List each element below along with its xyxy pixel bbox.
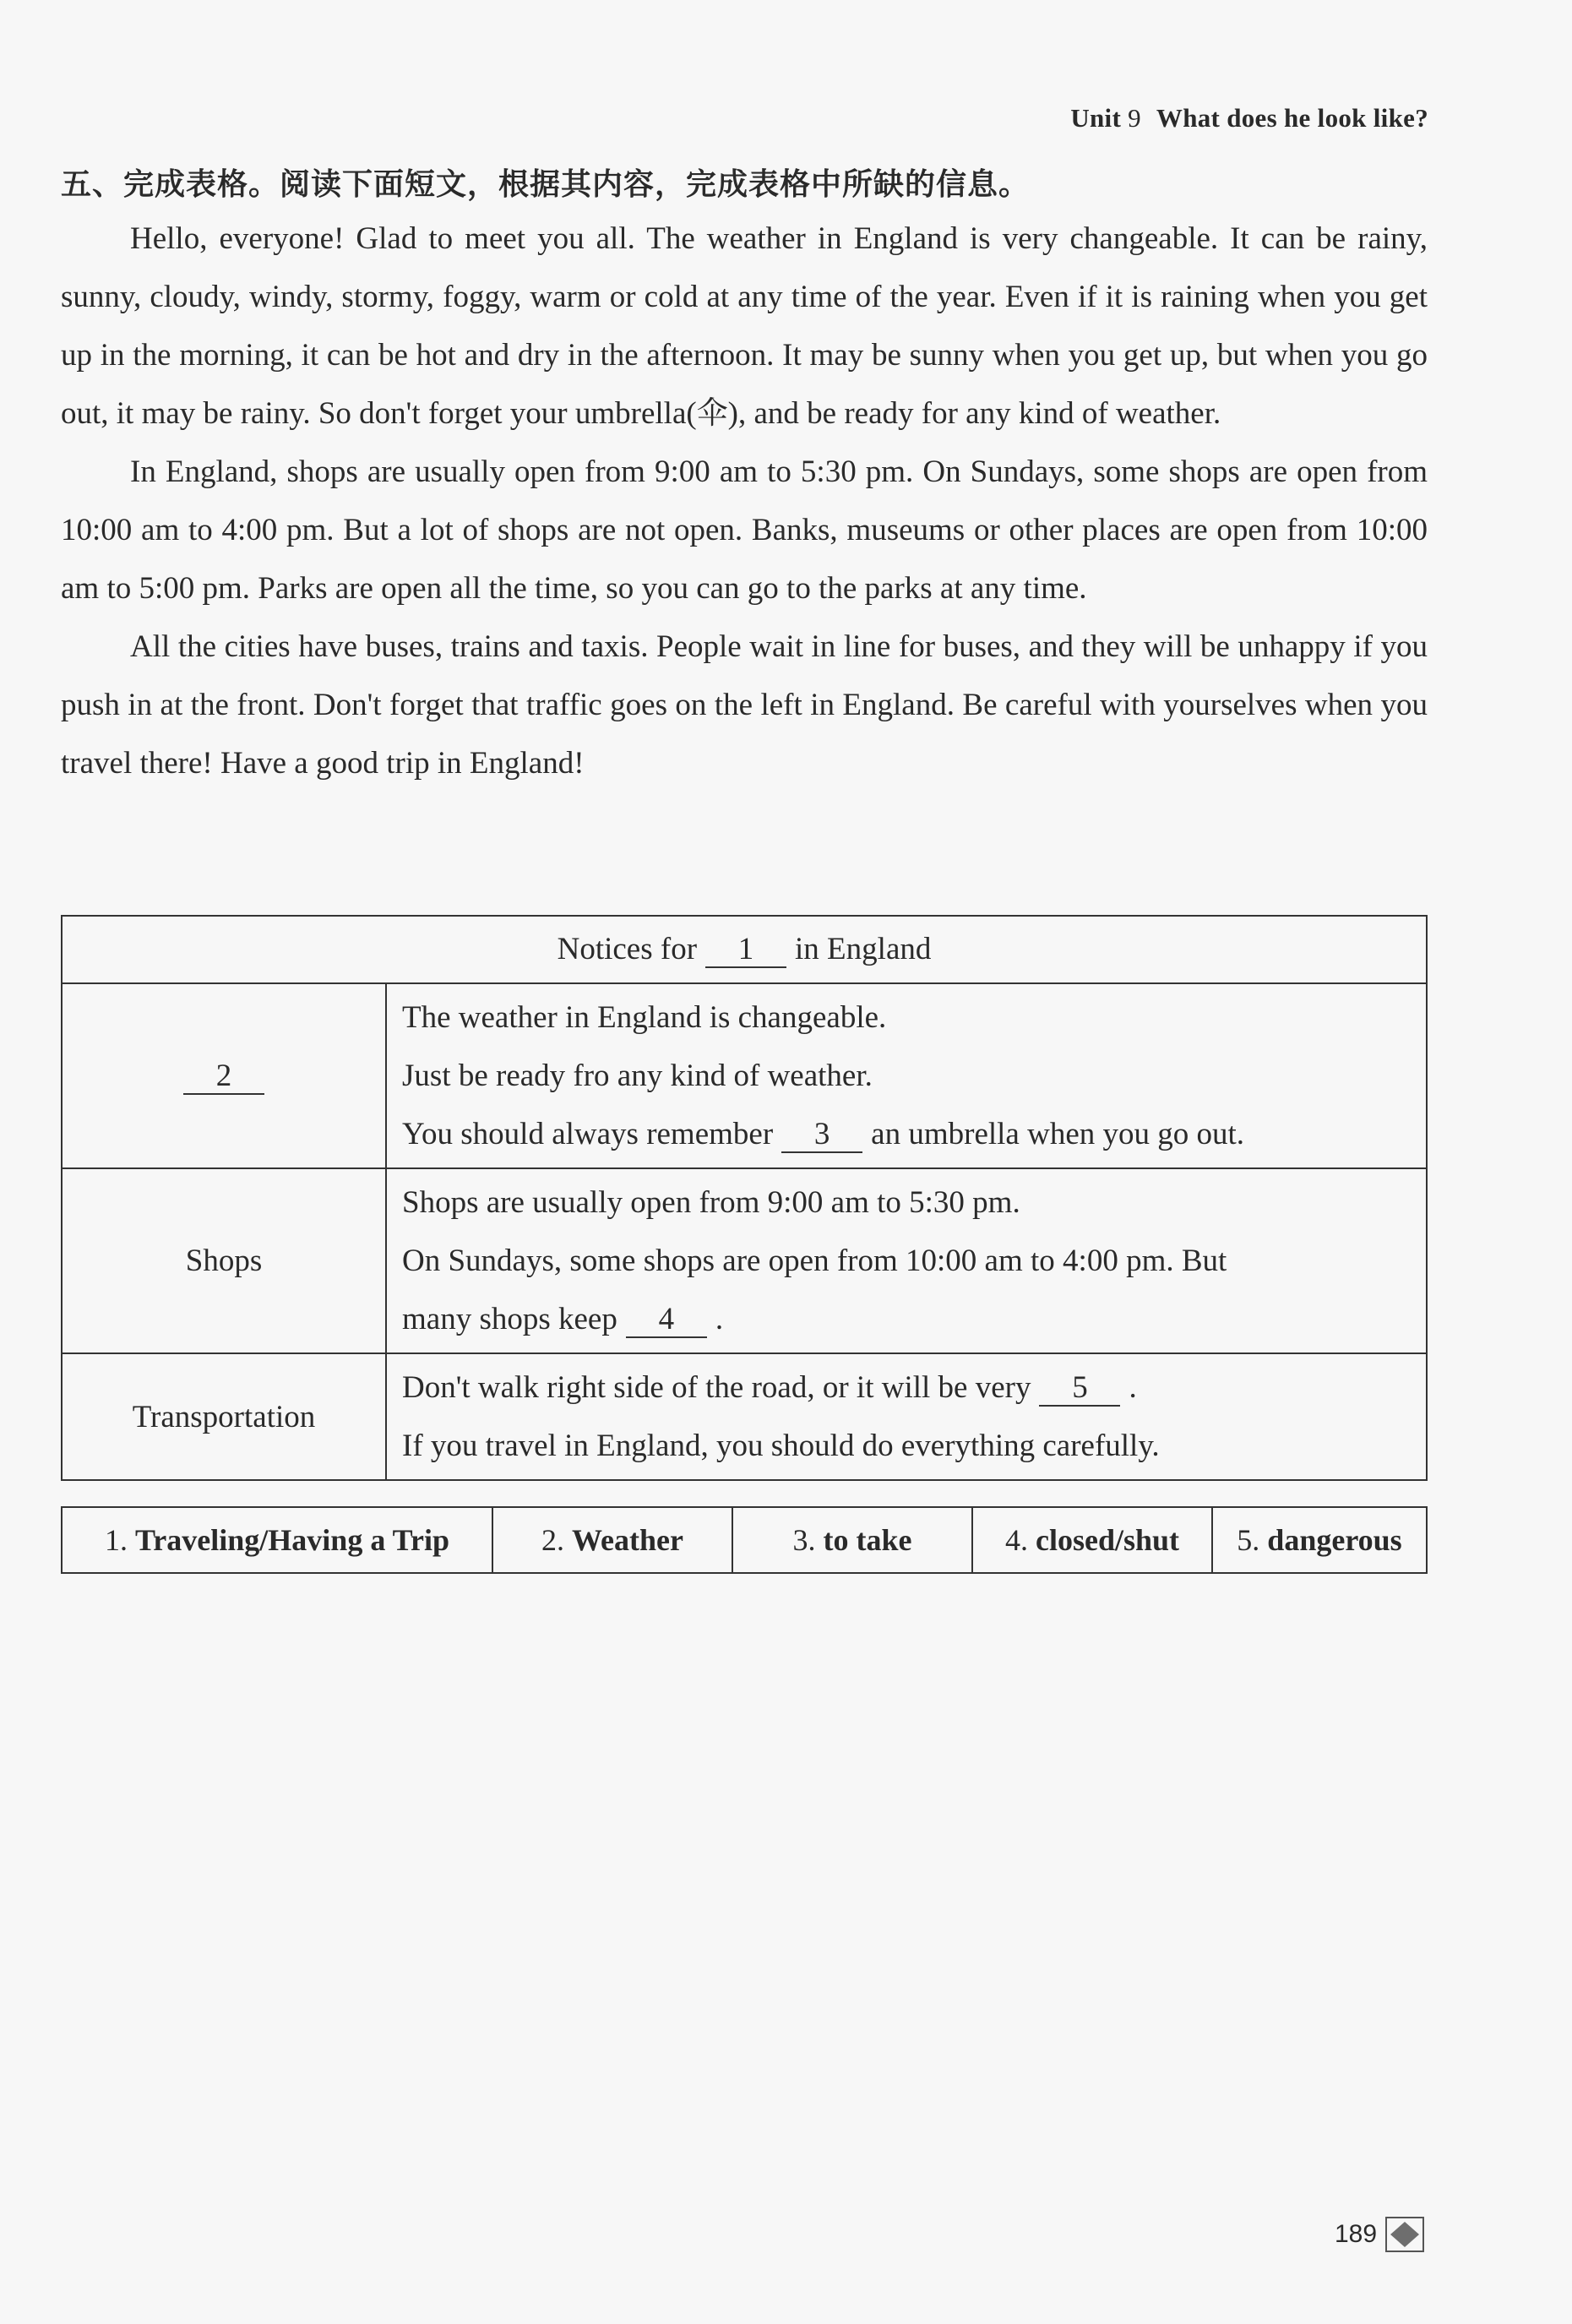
- transport-line-2: If you travel in England, you should do everything carefully.: [402, 1429, 1160, 1463]
- diamond-icon: [1385, 2217, 1424, 2252]
- row-content-shops: [386, 1168, 1427, 1353]
- unit-title: What does he look like?: [1156, 103, 1428, 133]
- blank-4: 4: [626, 1303, 707, 1338]
- header-text-before: Notices for: [557, 932, 698, 966]
- passage-paragraph-3: All the cities have buses, trains and taxis. People wait in line for buses, and they will be unhappy if you push in at the front. Don't forget that traffic goes on the left in England. Be careful with yourselves when you travel there! Have a good trip in England!: [61, 629, 1428, 781]
- shops-line-3-after: .: [715, 1302, 724, 1336]
- weather-line-3-after: an umbrella when you go out.: [871, 1117, 1245, 1151]
- blank-1: 1: [705, 933, 786, 968]
- reading-passage: [61, 210, 1428, 792]
- answer-1-number: 1.: [104, 1523, 128, 1557]
- weather-line-3: [402, 1105, 1411, 1163]
- answer-5-number: 5.: [1237, 1523, 1260, 1557]
- answer-key-table: [61, 1506, 1428, 1574]
- row-label-weather: [62, 983, 386, 1168]
- weather-line-1: The weather in England is changeable.: [402, 1000, 887, 1035]
- weather-line-2: Just be ready fro any kind of weather.: [402, 1059, 873, 1093]
- answer-3: [732, 1507, 972, 1573]
- answer-5-text: dangerous: [1267, 1523, 1402, 1557]
- blank-5: 5: [1039, 1371, 1120, 1407]
- answer-1: [62, 1507, 492, 1573]
- shops-line-2: On Sundays, some shops are open from 10:00 am to 4:00 pm. But: [402, 1244, 1227, 1278]
- answer-5: [1212, 1507, 1427, 1573]
- blank-2: 2: [183, 1059, 264, 1095]
- notice-table: [61, 915, 1428, 1481]
- answer-1-text: Traveling/Having a Trip: [134, 1523, 450, 1557]
- blank-3: 3: [781, 1118, 862, 1153]
- shops-line-1: Shops are usually open from 9:00 am to 5:30 pm.: [402, 1185, 1020, 1220]
- unit-label: Unit: [1070, 103, 1122, 133]
- page-number: 189: [1335, 2220, 1378, 2248]
- notice-row-shops: [62, 1168, 1427, 1353]
- row-content-weather: [386, 983, 1427, 1168]
- transport-line-1-before: Don't walk right side of the road, or it will be very: [402, 1370, 1031, 1405]
- running-header: [1070, 103, 1428, 133]
- unit-number: 9: [1128, 103, 1141, 133]
- section-title: 五、完成表格。阅读下面短文，根据其内容，完成表格中所缺的信息。: [61, 167, 1031, 202]
- answer-4: [972, 1507, 1212, 1573]
- row-content-transportation: [386, 1353, 1427, 1480]
- answer-2-number: 2.: [541, 1523, 565, 1557]
- header-text-after: in England: [795, 932, 932, 966]
- answer-row: [62, 1507, 1427, 1573]
- answer-4-number: 4.: [1004, 1523, 1028, 1557]
- answer-2: [492, 1507, 732, 1573]
- transport-line-1-after: .: [1129, 1370, 1137, 1405]
- shops-line-3-before: many shops keep: [402, 1302, 617, 1336]
- transport-line-1: [402, 1358, 1411, 1417]
- notice-row-weather: [62, 983, 1427, 1168]
- passage-paragraph-1: Hello, everyone! Glad to meet you all. The weather in England is very changeable. It can be rainy, sunny, cloudy, windy, stormy, foggy, warm or cold at any time of the year. Even if it is raining when you get up in the morning, it can be hot and dry in the afternoon. It may be sunny when you get up, but when you go out, it may be rainy. So don't forget your umbrella(伞), and be ready for any kind of weather.: [61, 221, 1428, 431]
- answer-3-number: 3.: [792, 1523, 816, 1557]
- answer-4-text: closed/shut: [1035, 1523, 1180, 1557]
- notice-row-transportation: [62, 1353, 1427, 1480]
- answer-2-text: Weather: [572, 1523, 683, 1557]
- notice-table-header-row: [62, 916, 1427, 983]
- notice-table-header: [62, 916, 1427, 983]
- passage-paragraph-2: In England, shops are usually open from 9:00 am to 5:30 pm. On Sundays, some shops are open from 10:00 am to 4:00 pm. But a lot of shops are not open. Banks, museums or other places are open from 10:00 am to 5:00 pm. Parks are open all the time, so you can go to the parks at any time.: [61, 454, 1428, 606]
- row-label-shops: Shops: [62, 1168, 386, 1353]
- weather-line-3-before: You should always remember: [402, 1117, 774, 1151]
- shops-line-3: [402, 1290, 1411, 1348]
- row-label-transportation: Transportation: [62, 1353, 386, 1480]
- answer-3-text: to take: [823, 1523, 912, 1557]
